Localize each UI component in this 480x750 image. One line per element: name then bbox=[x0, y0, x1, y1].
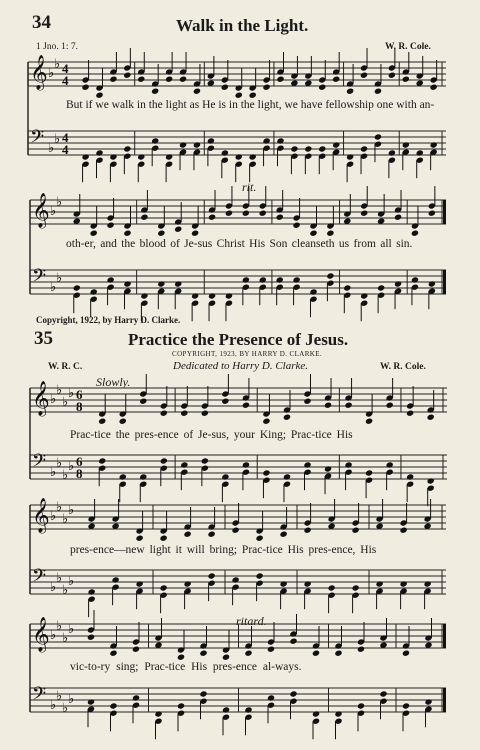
hymn35-system2-treble-notehead bbox=[232, 527, 240, 534]
hymn34-system2-treble-notehead bbox=[225, 210, 233, 217]
hymn35-system3-bass-notehead bbox=[177, 702, 185, 709]
flat-icon: ♭ bbox=[56, 571, 63, 586]
hymn-35-composer: W. R. Cole. bbox=[380, 362, 426, 372]
hymn35-system2-bass-notehead bbox=[160, 584, 168, 591]
hymn-34-title: Walk in the Light. bbox=[176, 16, 309, 35]
hymn34-system1-bass-notehead bbox=[304, 145, 312, 152]
hymn35-system2-bass-notehead bbox=[112, 576, 120, 583]
bass-clef-icon: 𝄢 bbox=[32, 566, 47, 591]
hymn34-system2-treble-notehead bbox=[360, 210, 368, 217]
hymn35-system1-bass-notehead bbox=[303, 461, 311, 468]
hymn35-system1-bass-notehead bbox=[406, 473, 414, 480]
hymn34-system1-treble-notehead bbox=[388, 72, 396, 79]
hymn35-system2-treble-notehead bbox=[280, 531, 288, 538]
treble-clef-icon: 𝄞 bbox=[32, 498, 50, 533]
hymn35-system1-bass-notehead bbox=[427, 477, 435, 484]
hymn35-system3-bass-notehead bbox=[402, 702, 410, 709]
hymn35-system3-bass-notehead bbox=[132, 694, 140, 701]
hymn34-system2-treble-notehead bbox=[428, 210, 436, 217]
hymn35-system2-bass-notehead bbox=[400, 580, 408, 587]
hymn34-system1-bass-notehead bbox=[151, 137, 159, 144]
hymn34-system2-treble-notehead bbox=[208, 214, 216, 221]
hymn35-system3-treble-notehead bbox=[132, 646, 140, 653]
hymn35-system3-bass-notehead bbox=[312, 710, 320, 717]
hymn34-system1-treble-notehead bbox=[151, 88, 159, 95]
flat-icon: ♭ bbox=[48, 141, 55, 156]
hymn35-system3-final-bar-bass bbox=[443, 688, 446, 712]
hymn34-system2-treble-notehead bbox=[90, 230, 98, 237]
hymn34-system2-treble-notehead bbox=[292, 222, 300, 229]
hymn-35-ritard-mark: ritard. bbox=[236, 614, 267, 628]
hymn35-system1-treble-notehead bbox=[160, 410, 168, 417]
hymn35-system1-bass-notehead bbox=[344, 461, 352, 468]
hymn34-system2-bass-notehead bbox=[326, 272, 334, 279]
hymn34-system1-treble-notehead bbox=[235, 92, 243, 99]
hymn35-system1-bass-notehead bbox=[180, 461, 188, 468]
hymn35-system1-treble-notehead bbox=[406, 410, 414, 417]
hymn34-system1-bass-notehead bbox=[235, 153, 243, 160]
hymn35-system1-bass-notehead bbox=[221, 473, 229, 480]
flat-icon: ♭ bbox=[50, 628, 57, 643]
hymn34-system2-bass-notehead bbox=[276, 276, 284, 283]
hymn34-system1-bass-notehead bbox=[95, 149, 103, 156]
hymn34-system2-bass-notehead bbox=[242, 276, 250, 283]
hymn35-system2-treble-notehead bbox=[136, 535, 144, 542]
hymn-35-tempo-mark: Slowly. bbox=[96, 375, 131, 389]
hymn34-system2-treble-notehead bbox=[123, 230, 131, 237]
hymn35-system2-bass-notehead bbox=[352, 584, 360, 591]
hymn34-system1-treble-notehead bbox=[123, 72, 131, 79]
hymn-35-number: 35 bbox=[34, 328, 53, 349]
time-signature-top: 4 bbox=[62, 130, 69, 145]
flat-icon: ♭ bbox=[56, 689, 63, 704]
flat-icon: ♭ bbox=[68, 503, 75, 518]
hymn35-system2-bass-notehead bbox=[376, 580, 384, 587]
time-signature-top: 4 bbox=[62, 61, 69, 76]
flat-icon: ♭ bbox=[68, 386, 75, 401]
flat-icon: ♭ bbox=[50, 580, 57, 595]
hymn35-system3-treble-notehead bbox=[222, 654, 230, 661]
flat-icon: ♭ bbox=[56, 456, 63, 471]
hymn34-system2-bass-notehead bbox=[191, 292, 199, 299]
hymn34-system1-treble-notehead bbox=[276, 76, 284, 83]
hymn35-system1-bass-notehead bbox=[160, 457, 168, 464]
hymn34-system1-treble-notehead bbox=[179, 76, 187, 83]
flat-icon: ♭ bbox=[50, 698, 57, 713]
treble-clef-icon: 𝄞 bbox=[32, 193, 50, 228]
hymn-34-lyric-line-1: But if we walk in the light as He is in the light, we have fellowship one with an- bbox=[66, 99, 435, 111]
hymn34-system2-treble-notehead bbox=[174, 226, 182, 233]
hymn34-system2-bass-notehead bbox=[174, 280, 182, 287]
hymn35-system1-treble-notehead bbox=[283, 414, 291, 421]
hymn35-system1-bass-notehead bbox=[119, 473, 127, 480]
flat-icon: ♭ bbox=[68, 622, 75, 637]
time-signature-bottom: 8 bbox=[76, 466, 83, 481]
flat-icon: ♭ bbox=[68, 692, 75, 707]
hymn35-system2-bass-notehead bbox=[184, 580, 192, 587]
hymn35-system3-bass-notehead bbox=[244, 706, 252, 713]
hymn34-system1-bass-notehead bbox=[290, 145, 298, 152]
flat-icon: ♭ bbox=[54, 132, 61, 147]
hymn35-system3-treble-notehead bbox=[244, 650, 252, 657]
hymn35-system1-bass-notehead bbox=[262, 469, 270, 476]
hymn35-system3-treble-notehead bbox=[289, 638, 297, 645]
hymn34-system1-bass-notehead bbox=[332, 141, 340, 148]
bass-clef-icon: 𝄢 bbox=[32, 266, 47, 291]
flat-icon: ♭ bbox=[50, 204, 57, 219]
bass-clef-icon: 𝄢 bbox=[32, 451, 47, 476]
hymn35-system3-bass-notehead bbox=[109, 702, 117, 709]
hymn35-system1-bass-notehead bbox=[98, 457, 106, 464]
hymn35-system3-treble-notehead bbox=[402, 650, 410, 657]
time-signature-top: 6 bbox=[76, 454, 83, 469]
hymn34-system1-treble-notehead bbox=[430, 84, 438, 91]
hymn34-system2-bass-notehead bbox=[394, 280, 402, 287]
hymn35-system2-bass-notehead bbox=[208, 572, 216, 579]
flat-icon: ♭ bbox=[56, 195, 63, 210]
hymn-35-lyric-line-2: pres-ence—new light it will bring; Prac-tice His pres-ence, His bbox=[70, 544, 377, 556]
hymn35-system3-bass-notehead bbox=[334, 710, 342, 717]
flat-icon: ♭ bbox=[62, 631, 69, 646]
hymn35-system1-treble-notehead bbox=[365, 418, 373, 425]
hymn34-system2-bass-notehead bbox=[309, 288, 317, 295]
flat-icon: ♭ bbox=[68, 574, 75, 589]
hymn-34-scripture: 1 Jno. 1: 7. bbox=[36, 42, 78, 52]
hymn35-system3-treble-notehead bbox=[109, 650, 117, 657]
hymn35-system3-bass-notehead bbox=[424, 698, 432, 705]
hymn34-system1-treble-notehead bbox=[249, 92, 257, 99]
flat-icon: ♭ bbox=[62, 583, 69, 598]
flat-icon: ♭ bbox=[62, 468, 69, 483]
hymn34-system1-treble-notehead bbox=[360, 72, 368, 79]
flat-icon: ♭ bbox=[50, 465, 57, 480]
hymn35-system3-treble-notehead bbox=[334, 650, 342, 657]
hymn35-system2-treble-notehead bbox=[352, 527, 360, 534]
hymn34-system1-treble-notehead bbox=[165, 76, 173, 83]
bass-clef-icon: 𝄢 bbox=[32, 684, 47, 709]
hymn-34-lyric-line-2: oth-er, and the blood of Je-sus Christ His Son cleanseth us from all sin. bbox=[66, 238, 413, 250]
hymn34-system2-treble-notehead bbox=[411, 230, 419, 237]
flat-icon: ♭ bbox=[50, 509, 57, 524]
hymn-35-copyright: COPYRIGHT, 1923, BY HARRY D. CLARKE. bbox=[172, 350, 323, 358]
hymn35-system3-bass-notehead bbox=[87, 698, 95, 705]
flat-icon: ♭ bbox=[50, 392, 57, 407]
hymn34-system2-treble-notehead bbox=[106, 222, 114, 229]
hymn35-system1-treble-notehead bbox=[386, 402, 394, 409]
hymn-35-lyric-line-1: Prac-tice the pres-ence of Je-sus, your King; Prac-tice His bbox=[70, 429, 353, 441]
hymn35-system1-bass-notehead bbox=[201, 457, 209, 464]
hymn35-system3-treble-notehead bbox=[312, 650, 320, 657]
hymn34-system1-treble-notehead bbox=[262, 84, 270, 91]
hymn35-system3-treble-notehead bbox=[357, 646, 365, 653]
hymn34-system2-treble-notehead bbox=[242, 210, 250, 217]
bass-clef-icon: 𝄢 bbox=[30, 127, 45, 152]
hymn-35-lyricist: W. R. C. bbox=[48, 362, 83, 372]
hymn35-system3-treble-notehead bbox=[87, 634, 95, 641]
hymn35-system2-bass-notehead bbox=[88, 588, 96, 595]
hymn35-system3-treble-notehead bbox=[177, 654, 185, 661]
hymn34-system1-treble-notehead bbox=[109, 76, 117, 83]
hymn35-system2-bass-notehead bbox=[328, 584, 336, 591]
hymn34-system1-bass-notehead bbox=[81, 153, 89, 160]
hymn35-system2-bass-notehead bbox=[256, 572, 264, 579]
hymn35-system1-treble-notehead bbox=[344, 402, 352, 409]
hymn34-system1-bass-notehead bbox=[179, 141, 187, 148]
hymn34-system1-bass-notehead bbox=[388, 149, 396, 156]
hymn34-system1-bass-notehead bbox=[137, 153, 145, 160]
hymn-34-tempo-mark: rit. bbox=[242, 180, 257, 194]
hymn34-system1-bass-notehead bbox=[221, 149, 229, 156]
hymn34-system2-final-bar-treble bbox=[443, 200, 446, 224]
hymn34-system2-bass-notehead bbox=[411, 276, 419, 283]
hymn35-system1-treble-notehead bbox=[119, 418, 127, 425]
hymn34-system2-treble-notehead bbox=[276, 214, 284, 221]
hymn35-system3-bass-notehead bbox=[222, 706, 230, 713]
hymn34-system1-bass-notehead bbox=[360, 145, 368, 152]
flat-icon: ♭ bbox=[62, 512, 69, 527]
hymn34-system2-treble-notehead bbox=[140, 214, 148, 221]
hymn-34-copyright: Copyright, 1922, by Harry D. Clarke. bbox=[36, 315, 181, 325]
hymn34-system2-bass-notehead bbox=[140, 292, 148, 299]
hymn35-system1-treble-notehead bbox=[201, 410, 209, 417]
hymn34-system1-bass-notehead bbox=[276, 137, 284, 144]
hymn34-system1-treble-notehead bbox=[374, 88, 382, 95]
hymn35-system1-treble-notehead bbox=[262, 418, 270, 425]
hymn34-system2-bass-notehead bbox=[225, 292, 233, 299]
flat-icon: ♭ bbox=[68, 459, 75, 474]
hymn35-system2-treble-notehead bbox=[160, 535, 168, 542]
hymn34-system1-bass-notehead bbox=[123, 145, 131, 152]
treble-clef-icon: 𝄞 bbox=[30, 55, 48, 90]
hymn34-system2-treble-notehead bbox=[157, 230, 165, 237]
hymn-34-composer: W. R. Cole. bbox=[385, 42, 431, 52]
hymn34-system2-bass-notehead bbox=[208, 292, 216, 299]
hymn35-system1-treble-notehead bbox=[221, 398, 229, 405]
hymn34-system1-treble-notehead bbox=[318, 84, 326, 91]
flat-icon: ♭ bbox=[56, 383, 63, 398]
hymn35-system1-bass-notehead bbox=[242, 461, 250, 468]
hymn35-system1-treble-notehead bbox=[180, 410, 188, 417]
hymn34-system1-bass-notehead bbox=[109, 153, 117, 160]
hymn35-system1-bass-notehead bbox=[139, 473, 147, 480]
time-signature-bottom: 4 bbox=[62, 73, 69, 88]
hymn34-system1-treble-notehead bbox=[95, 92, 103, 99]
hymn34-system2-bass-notehead bbox=[157, 280, 165, 287]
hymn34-system1-bass-notehead bbox=[318, 145, 326, 152]
hymn35-system2-bass-notehead bbox=[304, 580, 312, 587]
hymn35-system2-bass-notehead bbox=[424, 580, 432, 587]
hymn34-system2-bass-notehead bbox=[123, 280, 131, 287]
hymn-34-number: 34 bbox=[32, 12, 51, 33]
hymn34-system2-treble-notehead bbox=[191, 230, 199, 237]
hymn34-system1-bass-notehead bbox=[402, 141, 410, 148]
flat-icon: ♭ bbox=[56, 619, 63, 634]
hymn35-system3-treble-notehead bbox=[267, 646, 275, 653]
hymn34-system1-bass-notehead bbox=[165, 153, 173, 160]
hymn35-system1-treble-notehead bbox=[303, 398, 311, 405]
hymn34-system2-bass-notehead bbox=[377, 284, 385, 291]
hymn35-system3-bass-notehead bbox=[267, 694, 275, 701]
flat-icon: ♭ bbox=[62, 395, 69, 410]
hymn34-system1-bass-notehead bbox=[249, 153, 257, 160]
time-signature-bottom: 8 bbox=[76, 399, 83, 414]
time-signature-bottom: 4 bbox=[62, 142, 69, 157]
hymn35-system2-treble-notehead bbox=[184, 531, 192, 538]
flat-icon: ♭ bbox=[48, 66, 55, 81]
hymn34-system2-bass-notehead bbox=[90, 288, 98, 295]
hymn35-system1-bass-notehead bbox=[386, 461, 394, 468]
hymn34-system1-treble-notehead bbox=[193, 88, 201, 95]
hymn35-system1-bass-notehead bbox=[365, 469, 373, 476]
flat-icon: ♭ bbox=[56, 271, 63, 286]
hymn35-system1-treble-notehead bbox=[427, 414, 435, 421]
hymn34-system2-final-bar-bass bbox=[443, 270, 446, 294]
hymn35-system2-treble-notehead bbox=[208, 531, 216, 538]
hymn35-system2-bass-notehead bbox=[280, 580, 288, 587]
hymn34-system2-treble-notehead bbox=[326, 230, 334, 237]
hymn34-system1-treble-notehead bbox=[332, 76, 340, 83]
hymn35-system3-bass-notehead bbox=[379, 690, 387, 697]
hymn34-system1-bass-notehead bbox=[430, 141, 438, 148]
treble-clef-icon: 𝄞 bbox=[32, 381, 50, 416]
time-signature-top: 6 bbox=[76, 387, 83, 402]
hymn34-system1-bass-notehead bbox=[207, 137, 215, 144]
hymn-35-title: Practice the Presence of Jesus. bbox=[128, 330, 349, 349]
hymn34-system1-treble-notehead bbox=[346, 88, 354, 95]
hymn34-system2-bass-notehead bbox=[259, 276, 267, 283]
hymn34-system2-treble-notehead bbox=[309, 230, 317, 237]
hymn35-system1-treble-notehead bbox=[324, 402, 332, 409]
hymn34-system2-bass-notehead bbox=[428, 280, 436, 287]
hymn35-system3-final-bar-treble bbox=[443, 624, 446, 648]
hymn35-system1-bass-notehead bbox=[283, 473, 291, 480]
hymn34-system1-treble-notehead bbox=[221, 84, 229, 91]
hymn34-system2-bass-notehead bbox=[73, 284, 81, 291]
hymn-35-lyric-line-3: vic-to-ry sing; Prac-tice His pres-ence al-ways. bbox=[70, 661, 302, 673]
hymn35-system2-treble-notehead bbox=[304, 527, 312, 534]
treble-clef-icon: 𝄞 bbox=[32, 617, 50, 652]
hymn34-system2-bass-notehead bbox=[106, 276, 114, 283]
hymn35-system3-treble-notehead bbox=[199, 650, 207, 657]
hymn35-system3-bass-notehead bbox=[289, 690, 297, 697]
hymn35-system1-treble-notehead bbox=[242, 402, 250, 409]
hymn34-system2-bass-notehead bbox=[360, 292, 368, 299]
flat-icon: ♭ bbox=[54, 57, 61, 72]
hymn-35-dedication: Dedicated to Harry D. Clarke. bbox=[173, 360, 309, 372]
hymn34-system2-bass-notehead bbox=[292, 276, 300, 283]
hymn34-system1-treble-notehead bbox=[137, 76, 145, 83]
hymn35-system2-treble-notehead bbox=[256, 535, 264, 542]
hymn34-system1-bass-notehead bbox=[193, 141, 201, 148]
flat-icon: ♭ bbox=[62, 701, 69, 716]
hymn34-system1-treble-notehead bbox=[81, 84, 89, 91]
hymn35-system3-bass-notehead bbox=[357, 702, 365, 709]
hymn34-system1-bass-notehead bbox=[374, 133, 382, 140]
hymn34-system2-treble-notehead bbox=[259, 210, 267, 217]
hymn34-system1-bass-notehead bbox=[346, 153, 354, 160]
hymn34-system2-treble-notehead bbox=[394, 214, 402, 221]
hymn35-system1-bass-notehead bbox=[324, 465, 332, 472]
flat-icon: ♭ bbox=[56, 500, 63, 515]
flat-icon: ♭ bbox=[50, 280, 57, 295]
hymn34-system1-treble-notehead bbox=[402, 76, 410, 83]
hymn35-system3-bass-notehead bbox=[154, 710, 162, 717]
hymn35-system1-treble-notehead bbox=[139, 398, 147, 405]
hymn35-system1-treble-notehead bbox=[98, 418, 106, 425]
hymn35-system2-treble-notehead bbox=[400, 527, 408, 534]
hymn34-system1-bass-notehead bbox=[416, 149, 424, 156]
hymn34-system1-bass-notehead bbox=[262, 137, 270, 144]
hymn35-system2-bass-notehead bbox=[232, 576, 240, 583]
hymn34-system2-bass-notehead bbox=[343, 284, 351, 291]
hymn35-system2-bass-notehead bbox=[136, 580, 144, 587]
hymn35-system3-bass-notehead bbox=[199, 690, 207, 697]
